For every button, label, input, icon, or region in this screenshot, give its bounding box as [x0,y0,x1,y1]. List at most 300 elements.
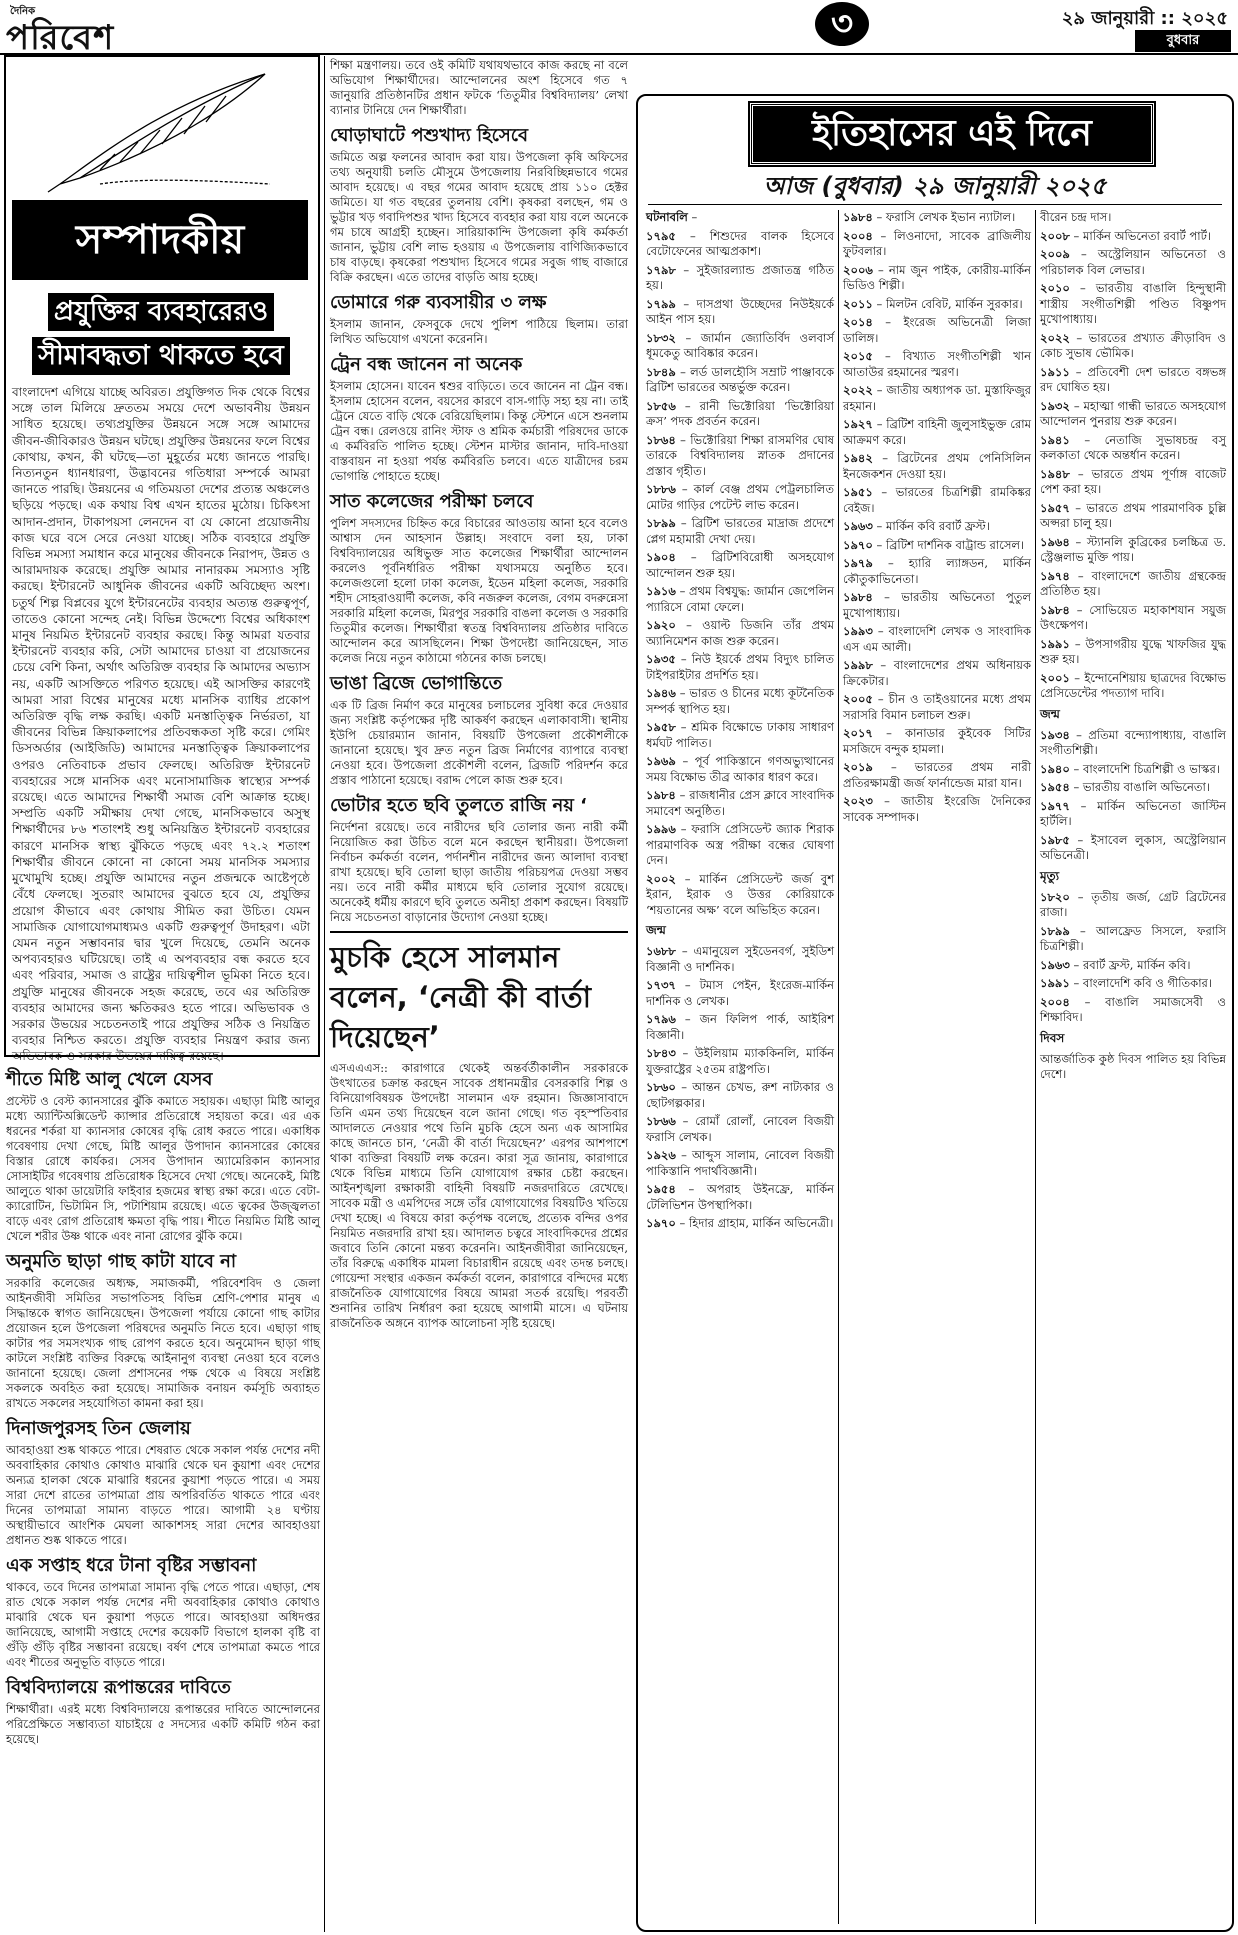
history-separator: – [872,210,886,224]
history-text: বাঙালি সমাজসেবী ও শিক্ষাবিদ। [1040,994,1226,1024]
history-separator: – [675,516,692,530]
history-entry [843,451,1031,482]
history-year: ১৯৬৯ [646,754,676,768]
history-text: অস্ট্রেলিয়ান অভিনেতা ও পরিচালক বিল লেভার। [1040,247,1226,277]
history-separator: – [1069,957,1083,972]
history-entry [1040,995,1226,1026]
history-separator: – [1069,889,1092,904]
editorial-headline-line2: সীমাবদ্ধতা থাকতে হবে [32,337,289,375]
history-text: অপরাহ উইনফ্রে, মার্কিন টেলিভিশন উপস্থাপিকা। [646,1182,834,1212]
history-separator: – [675,944,694,958]
history-entry [1040,799,1226,830]
history-entry [843,760,1031,791]
history-text: শ্রমিক বিক্ষোভে ঢাকায় সাধারণ ধর্মঘট পালিত। [646,720,835,750]
history-separator: – [872,349,903,363]
history-entry [646,686,834,717]
history-separator: – [675,788,690,802]
history-text: ভারতে প্রথম পূর্ণাঙ্গ বাজেট পেশ করা হয়। [1040,466,1227,496]
history-separator: – [675,1046,695,1060]
history-separator: – [675,228,710,243]
history-entry [843,417,1031,448]
history-text: ভারত ও চীনের মধ্যে কূটনৈতিক সম্পর্ক স্থাপিত হয়। [646,686,835,716]
history-separator: – [872,262,889,277]
history-text: ইংরেজ অভিনেত্রী লিজা ডালিঙ্গ। [843,315,1031,345]
history-entry [1040,467,1226,498]
history-text: উইলিয়াম ম্যাককিনলি, মার্কিন যুক্তরাষ্ট্রের ২৫তম রাষ্ট্রপতি। [646,1046,834,1076]
history-entry [843,556,1031,587]
history-text: উপসাগরীয় যুদ্ধে খাফজির যুদ্ধ শুরু হয়। [1040,636,1227,666]
history-separator: – [872,383,887,397]
history-text: নিউ ইয়র্কে প্রথম বিদ্যুৎ চালিত টাইপরাইটার প্রদর্শিত হয়। [646,652,834,682]
history-entry [646,618,834,649]
history-entry [1040,671,1226,702]
history-year: ২০০১ [1040,670,1070,685]
article-headline: ট্রেন বন্ধ জানেন না অনেক [330,354,523,375]
history-text: বাংলাদেশের প্রথম অধিনায়ক ক্রিকেটার। [843,658,1031,688]
history-separator: – [675,652,692,666]
history-year: ১৮৯৯ [1040,923,1070,938]
history-entry [843,210,1031,226]
history-separator: – [1069,228,1083,243]
history-text: লিওনাদো, সাবেক ব্রাজিলীয় ফুটবলার। [843,228,1031,258]
history-entry [843,726,1031,757]
history-text: ব্রিটেনের প্রথম পেনিসিলিন ইনজেকশন দেওয়া হয়। [843,451,1031,481]
history-separator: – [1069,534,1087,549]
history-year: ২০১৫ [843,349,873,363]
history-separator: – [872,590,902,604]
history-text: ইসাবেল লুকাস, অস্ট্রেলিয়ান অভিনেত্রী। [1040,832,1227,862]
history-year: ১৮২০ [1040,889,1070,904]
history-text: সোভিয়েত মহাকাশযান সয়ুজ উৎক্ষেপণ। [1040,602,1226,632]
history-rule [648,204,1222,205]
history-year: ২০০২ [646,871,676,886]
history-text: কার্ল বেঞ্জ প্রথম পেট্রলচালিত মোটর গাড়ির পেটেন্ট লাভ করেন। [646,482,834,512]
history-text: ভারতীয় বাঙালি হিন্দুস্থানী শাস্ত্রীয় সংগীতশিল্পী পণ্ডিত বিষ্ণুপদ মুখোপাধ্যায়। [1040,281,1226,326]
history-year: ১৯৮৪ [843,590,873,604]
history-entry [1040,603,1226,634]
history-year: ১৮৫৬ [646,398,676,413]
history-year: ১৮৮৬ [646,482,676,496]
history-separator: – [872,624,889,638]
history-entry [646,1148,834,1179]
history-year: ২০১৪ [843,315,873,329]
history-entry [646,1046,834,1077]
history-separator: – [675,1012,700,1026]
history-entry [1040,728,1226,759]
history-entry [843,485,1031,516]
history-entry [843,692,1031,723]
history-text: রানী ভিক্টোরিয়া ‘ভিক্টোরিয়া ক্রস’ পদক প্রবর্তন করেন। [646,398,834,428]
history-text: জন ফিলিপ পার্ক, আইরিশ বিজ্ঞানী। [646,1012,835,1042]
history-year: ১৯২৭ [843,417,873,431]
history-entry [646,433,834,480]
history-separator: – [1069,798,1098,813]
editorial-headline [12,290,310,378]
history-text: দাসপ্রথা উচ্ছেদের নিউইয়র্কে আইন পাস হয়। [646,296,835,326]
history-entry [843,315,1031,346]
history-text: সুইজারল্যান্ড প্রজাতন্ত্র গঠিত হয়। [646,262,834,292]
editorial-column [12,290,310,1064]
history-text: রোমাঁ রোলাঁ, নোবেল বিজয়ী ফরাসি লেখক। [646,1114,835,1144]
history-text: টমাস পেইন, ইংরেজ-মার্কিন দার্শনিক ও লেখক। [646,978,834,1008]
history-entry [1040,433,1226,464]
history-entry [1040,210,1226,226]
history-text: আলফ্রেড সিসলে, ফরাসি চিত্রশিল্পী। [1040,923,1226,953]
history-entry [843,229,1031,260]
article-headline: ডোমারে গরু ব্যবসায়ীর ৩ লক্ষ [330,292,547,313]
article-body: আবহাওয়া শুষ্ক থাকতে পারে। শেষরাত থেকে সকাল পর্যন্ত দেশের নদী অববাহিকার কোথাও কোথাও মাঝারি থেকে ঘন কুয়াশা এবং দেশের অন্যত্র হালকা থেকে মাঝারি ধরনের কুয়াশা পড়তে পারে। এ সময় সারা দেশে রাতের তাপমাত্রা প্রায় অপরিবর্তিত থাকতে পারে এবং দিনের তাপমাত্রা সামান্য বাড়তে পারে। আগামী ২৪ ঘণ্টায় অস্থায়ীভাবে আংশিক মেঘলা আকাশসহ সারা দেশের আবহাওয়া প্রধানত শুষ্ক থাকতে পারে। [6,1443,320,1547]
editorial-body: বাংলাদেশ এগিয়ে যাচ্ছে অবিরত। প্রযুক্তিগত দিক থেকে বিশ্বের সঙ্গে তাল মিলিয়ে দ্রুততম সময়ে দেশে অভাবনীয় উন্নয়ন সাধিত হয়েছে। তথ্যপ্রযুক্তির উন্নয়নে সঙ্গে সঙ্গে আমাদের জীবন-জীবিকারও উন্নয়ন ঘটছে। প্রযুক্তির উন্নয়নের ফলে বিশ্বের কোথায়, কখন, কী ঘটছে—তা মুহূর্তের মধ্যে জানতে পারছি। নিত্যনতুন ধ্যানধারণা, উদ্ভাবনের গতিধারা সম্পর্কে আমরা জানতে পারছি। উন্নয়নের এ গতিময়তা দেশের প্রত্যন্ত অঞ্চলেও ছড়িয়ে পড়ছে। এক কথায় বিশ্ব এখন হাতের মুঠোয়। চিকিৎসা আদান-প্রদান, টাকাপয়সা লেনদেন বা যে কোনো প্রয়োজনীয় কাজ ঘরে বসে সেরে নেওয়া যাচ্ছে। সঠিক ব্যবহারে প্রযুক্তি বিভিন্ন সমস্যা সমাধান করে মানুষের জীবনকে নিরাপদ, উন্নত ও আরামদায়ক করেছে। প্রযুক্তি আমার নানারকম সমস্যাও সৃষ্টি করছে। ইন্টারনেট আধুনিক জীবনের একটি অবিচ্ছেদ্য অংশ। চতুর্থ শিল্প বিপ্লবের যুগে ইন্টারনেটের ব্যবহার অত্যন্ত গুরুত্বপূর্ণ, তাতেও কোনো সন্দেহ নেই। বিভিন্ন উদ্দেশ্যে বিশ্বের অধিকাংশ মানুষ নিয়মিত ইন্টারনেট ব্যবহার করছে। কিন্তু আমরা যতবার ইন্টারনেট ব্যবহার করি, সেটা আমাদের চাওয়া বা প্রয়োজনের চেয়ে বেশি কিনা, অর্থাৎ অতিরিক্ত ব্যবহার কি আমাদের অভ্যাস নয়, একটি আসক্তিতে পরিণত হয়েছে। এই আসক্তির কারণেই আমরা সারা বিশ্বের মানুষের মধ্যে মানসিক ব্যাধির প্রকোপ অতিরিক্ত বৃদ্ধি লক্ষ করছি। একটি মনস্তাত্ত্বিক নির্ভরতা, যা জীবনের বিভিন্ন ক্রিয়াকলাপের প্রতিবন্ধকতা সৃষ্টি করে। গেমিং ডিসঅর্ডার (আইজিডি) আমাদের মনস্তাত্ত্বিক ক্রিয়াকলাপের ওপরও নেতিবাচক প্রভাব ফেলছে। অতিরিক্ত ইন্টারনেট ব্যবহারের সঙ্গে মানসিক এবং মনোসামাজিক স্বাস্থ্যের সম্পর্ক রয়েছে। এতে আমাদের শিক্ষার্থী সমাজ বেশি আক্রান্ত হচ্ছে। সম্প্রতি একটি সমীক্ষায় দেখা গেছে, মানসিকভাবে অসুস্থ শিক্ষার্থীদের ৮৬ শতাংশই শুধু অনিয়ন্ত্রিত ইন্টারনেট ব্যবহারের কারণে মানসিক স্বাস্থ্য ঝুঁকিতে পড়ছে এবং ৭২.২ শতাংশ শিক্ষার্থীর জীবনে কোনো না কোনো সময় মানসিক সমস্যার মুখোমুখি হচ্ছে। প্রযুক্তি আমাদের নতুন প্রজন্মকে আষ্টেপৃষ্ঠে বেঁধে ফেলছে। সুতরাং আমাদের বুঝতে হবে যে, প্রযুক্তির প্রয়োগ কীভাবে এবং কোথায় সীমিত করা উচিত। যেমন সামাজিক যোগাযোগমাধ্যমও একটি গুরুত্বপূর্ণ উদাহরণ। এটা যেমন নতুন সম্ভাবনার দ্বার খুলে দিয়েছে, তেমনি অনেক অপব্যবহারও ঘটিয়েছে। তাই এ অপব্যবহার বন্ধ করতে হবে এবং পরিবার, সমাজ ও রাষ্ট্রের দায়িত্বশীল ভূমিকা নিতে হবে। প্রযুক্তি মানুষের জীবনকে সহজ করেছে, তবে এর অতিরিক্ত ব্যবহার আমাদের জন্য ক্ষতিকরও হতে পারে। অভিভাবক ও সরকার উভয়ের সচেতনতাই পারে প্রযুক্তির সঠিক ও নিয়ন্ত্রিত ব্যবহার নিশ্চিত করতে। প্রযুক্তি ব্যবহার নিয়ন্ত্রণ করার জন্য অভিভাবক ও সরকার উভয়ের দায়িত্ব রয়েছে। [12,385,310,1064]
history-text: ভারতের প্রথম নারী প্রতিরক্ষামন্ত্রী জর্জ ফার্নান্ডেজ মারা যান। [843,760,1031,790]
history-year: ২০০৪ [843,228,873,243]
article-body: পুলিশ সদস্যদের চিহ্নিত করে বিচারের আওতায় আনা হবে বলেও আশ্বাস দেন আহসান উল্লাহ। সংবাদে বলা হয়, ঢাকা বিশ্ববিদ্যালয়ের অধিভুক্ত সাত কলেজের শিক্ষার্থীরা আন্দোলন করলেও পূর্বনির্ধারিত পরীক্ষা যথাসময়ে অনুষ্ঠিত হবে। কলেজগুলো হলো ঢাকা কলেজ, ইডেন মহিলা কলেজ, সরকারি শহীদ সোহরাওয়ার্দী কলেজ, কবি নজরুল কলেজ, বেগম বদরুন্নেসা সরকারি মহিলা কলেজ, মিরপুর সরকারি বাঙলা কলেজ ও সরকারি তিতুমীর কলেজ। শিক্ষার্থীরা স্বতন্ত্র বিশ্ববিদ্যালয় প্রতিষ্ঠার দাবিতে আন্দোলন করে আসছিলেন। শিক্ষা উপদেষ্টা জানিয়েছেন, সাত কলেজ নিয়ে নতুন কাঠামো গঠনের কাজ চলছে। [330,516,628,665]
section-rule [330,931,628,933]
article-body: ইসলাম জানান, ফেসবুকে দেখে পুলিশ পাঠিয়ে ছিলাম। তারা লিখিত অভিযোগ এখনো করেননি। [330,317,628,346]
left-articles [6,1062,320,1932]
history-text: জাতীয় অধ্যাপক ডা. মুস্তাফিজুর রহমান। [843,383,1031,413]
history-year: ২০১৯ [843,760,873,774]
history-separator: – [872,760,915,774]
history-year: ২০০৮ [1040,228,1070,243]
history-entry [1040,229,1226,245]
history-separator: – [872,692,889,706]
history-separator: – [1069,994,1106,1009]
history-text: ভারতীয় বাঙালি অভিনেতা। [1082,780,1210,794]
history-separator: – [675,720,692,734]
history-entry [646,872,834,919]
history-separator: – [872,315,904,329]
history-year: ১৮৬৪ [646,432,676,447]
editorial-headline-line1: প্রযুক্তির ব্যবহারেরও [48,293,274,331]
history-separator: – [1069,466,1092,481]
history-separator: – [675,1148,692,1162]
history-entry [646,1182,834,1213]
history-entry [646,1012,834,1043]
history-entry [646,229,834,260]
history-separator: – [872,417,887,431]
history-divider [838,210,839,1924]
history-year: ২০২৩ [843,794,873,808]
history-text: মহাত্মা গান্ধী ভারতে অসহযোগ আন্দোলন পুনরায় শুরু করেন। [1040,398,1226,428]
masthead-logo [6,4,115,58]
history-text: ওয়াল্ট ডিজনি তাঁর প্রথম অ্যানিমেশন কাজ শুরু করেন। [646,618,834,648]
history-separator: – [872,794,902,808]
history-text: বীরেন চন্দ্র দাস। [1040,210,1112,224]
article-body: শিক্ষা মন্ত্রণালয়। তবে ওই কমিটি যথাযথভাবে কাজ করছে না বলে অভিযোগ শিক্ষার্থীদের। আন্দোলনের অংশ হিসেবে গত ৭ জানুয়ারি প্রতিষ্ঠানটির প্রধান ফটকে ‘তিতুমীর বিশ্ববিদ্যালয়’ লেখা ব্যানার টানিয়ে দেন শিক্ষার্থীরা। [330,58,628,117]
history-separator: – [1069,602,1090,617]
history-entry [646,788,834,819]
deaths-label: মৃত্যু [1040,868,1060,883]
history-column-2 [843,210,1031,1926]
history-text: আন্তন চেখভ, রুশ নাট্যকার ও ছোটগল্পকার। [646,1080,834,1110]
history-year: ১৭৩৭ [646,978,676,992]
history-separator: – [675,482,694,496]
article-headline: ভাঙা ব্রিজে ভোগান্তিতে [330,673,503,694]
history-entry [843,349,1031,380]
history-text: কানাডার কুইবেক সিটির মসজিদে বন্দুক হামলা। [843,726,1031,756]
history-entry [1040,924,1226,955]
history-entry [843,383,1031,414]
history-entry [646,482,834,513]
history-separator: – [1069,330,1089,345]
history-separator: – [675,1182,707,1196]
history-text: জাতীয় ইংরেজি দৈনিকের সাবেক সম্পাদক। [843,794,1031,824]
history-year: ২০১১ [843,296,873,311]
history-year: ১৯৭৯ [843,556,873,570]
history-text: বিখ্যাত সংগীতশিল্পী খান আতাউর রহমানের স্মরণ। [843,349,1031,379]
history-text: শিশুদের বালক হিসেবে বেটোফেনের আত্মপ্রকাশ। [646,228,834,258]
history-text: হ্যারি ল্যাঙ্গডন, মার্কিন কৌতুকাভিনেতা। [843,556,1031,586]
history-text: রাজধানীর প্রেস ক্লাবে সাংবাদিক সমাবেশ অনুষ্ঠিত। [646,788,834,818]
feature-headline: মুচকি হেসে সালমান বলেন, ‘নেত্রী কী বার্তা দিয়েছেন’ [330,940,592,1054]
history-entry [1040,569,1226,600]
history-year: ১৭৯৯ [646,296,676,311]
history-text: মার্কিন অভিনেতা জাস্টিন হার্টলি। [1040,798,1227,828]
history-text: রবার্ট ফ্রস্ট, মার্কিন কবি। [1082,957,1191,972]
history-year: ১৮৩২ [646,330,676,345]
history-separator: – [1069,761,1083,776]
history-column-3 [1040,210,1226,1926]
history-entry [843,538,1031,554]
history-separator: – [1069,281,1096,295]
history-year: ১৯৯১ [1040,976,1070,990]
history-entry [843,590,1031,621]
page-number: ৩ [815,2,869,46]
history-separator: – [675,618,703,632]
history-year: ১৯৭০ [646,1216,676,1230]
history-text: জার্মান জ্যোতির্বিদ ওলবার্স ধূমকেতু আবিষ্কার করেন। [646,330,834,360]
history-entry [1040,501,1226,532]
history-year: ১৯৩৫ [646,652,676,666]
history-entry [646,263,834,294]
history-separator: – [675,1080,693,1094]
history-year: ২০০৯ [1040,247,1070,261]
history-year: ১৮৬০ [646,1080,676,1094]
history-text: প্রতিমা বন্দ্যোপাধ্যায়, বাঙালি সংগীতশিল্পী। [1040,727,1226,757]
article-headline: ঘোড়াঘাটে পশুখাদ্য হিসেবে [330,125,529,146]
history-separator: – [872,519,886,533]
history-year: ১৯৫৪ [1040,780,1070,794]
history-separator: – [1069,247,1098,261]
history-year: ঘটনাবলি [646,210,688,224]
history-separator: – [872,228,894,243]
history-entry [1040,281,1226,328]
history-separator: – [872,451,898,465]
history-separator: – [1069,727,1089,742]
history-year: ১৯৩২ [1040,398,1070,413]
births-label: জন্ম [646,923,666,937]
masthead-name: পরিবেশ [6,18,115,58]
history-year: ১৯৯৬ [646,822,676,836]
issue-weekday: বুধবার [1135,30,1231,52]
feature-body: এসএএএস:: কারাগারে থেকেই অন্তর্বর্তীকালীন সরকারকে উৎখাতের চক্রান্ত করছেন সাবেক প্রধানমন্ত্রীর বেসরকারি শিল্প ও বিনিয়োগবিষয়ক উপদেষ্টা সালমান এফ রহমান। জিজ্ঞাসাবাদে তিনি এমন তথ্য দিয়েছেন বলে জানা গেছে। গত বৃহস্পতিবার আদালতে নেওয়ার পথে তিনি মুচকি হেসে অন্য এক আসামির কাছে জানতে চান, ‘নেত্রী কী বার্তা দিয়েছেন?’ এরপর আশপাশে থাকা ব্যক্তিরা বিষয়টি লক্ষ করেন। কারা সূত্র জানায়, কারাগারে থেকে বিভিন্ন মাধ্যমে তিনি যোগাযোগ রক্ষার চেষ্টা করছেন। আইনশৃঙ্খলা রক্ষাকারী বাহিনী বিষয়টি নজরদারিতে রেখেছে। সাবেক মন্ত্রী ও এমপিদের সঙ্গে তাঁর যোগাযোগের বিষয়টিও খতিয়ে দেখা হচ্ছে। এ বিষয়ে কারা কর্তৃপক্ষ বলেছে, প্রত্যেক বন্দির ওপর নিয়মিত নজরদারি রাখা হয়। আদালত চত্বরে সাংবাদিকদের প্রশ্নের জবাবে তিনি কোনো মন্তব্য করেননি। আইনজীবীরা জানিয়েছেন, তাঁর বিরুদ্ধে একাধিক মামলা বিচারাধীন রয়েছে এবং তদন্ত চলছে। গোয়েন্দা সংস্থার একজন কর্মকর্তা বলেন, কারাগারে বন্দিদের মধ্যে রাজনৈতিক যোগাযোগের বিষয়ে আমরা সতর্ক রয়েছি। পরবর্তী শুনানির তারিখ নির্ধারণ করা হয়েছে আগামী মাসে। এ ঘটনায় রাজনৈতিক অঙ্গনে ব্যাপক আলোচনা সৃষ্টি হয়েছে। [330,1061,628,1330]
article-headline: বিশ্ববিদ্যালয়ে রূপান্তরের দাবিতে [6,1677,231,1698]
history-entry [1040,247,1226,278]
column-divider [324,56,325,1932]
history-year: ১৯৪১ [1040,432,1070,447]
history-entry [646,399,834,430]
holidays-label: দিবস [1040,1030,1065,1045]
article-headline: এক সপ্তাহ ধরে টানা বৃষ্টির সম্ভাবনা [6,1555,257,1576]
history-year: ১৯৫৭ [1040,500,1070,515]
history-separator: – [872,556,909,570]
history-year: ১৯৬৩ [843,519,873,533]
history-text: বাংলাদেশি কবি ও গীতিকার। [1082,976,1212,990]
article-body: জমিতে অল্প ফলনের আবাদ করা যায়। উপজেলা কৃষি অফিসের তথ্য অনুযায়ী চলতি মৌসুমে উপজেলায় নিরবিচ্ছিন্নভাবে গমের আবাদ হয়েছে। এ বছর গমের আবাদ হয়েছে প্রায় ১১০ হেক্টর জমিতে। যা গত বছরের তুলনায় বেশি। কৃষকরা বলছেন, গম ও ভুট্টার খড় গবাদিপশুর খাদ্য হিসেবে ব্যবহার করা যায় বলে অনেকে গম চাষে আগ্রহী হচ্ছেন। সারিয়াকান্দি উপজেলা কৃষি কর্মকর্তা জানান, ভুট্টায় বেশি লাভ হওয়ায় এ উপজেলায় বাণিজ্যিকভাবে চাষ বাড়ছে। কৃষকেরা পশুখাদ্য হিসেবে গমের সবুজ গাছ বাজারে বিক্রি করছেন। এতে তাদের বাড়তি আয় হচ্ছে। [330,150,628,284]
history-year: ১৮৪৯ [646,364,676,379]
editorial-label: সম্পাদকীয় [12,200,308,280]
history-year: ১৯৬৩ [1040,957,1070,972]
history-year: ১৯৪২ [843,451,873,465]
article-body: থাকবে, তবে দিনের তাপমাত্রা সামান্য বৃদ্ধি পেতে পারে। এছাড়া, শেষ রাত থেকে সকাল পর্যন্ত দেশের নদী অববাহিকার কোথাও কোথাও মাঝারি থেকে ঘন কুয়াশা পড়তে পারে। আবহাওয়া অধিদপ্তর জানিয়েছে, আগামী সপ্তাহে দেশের কয়েকটি বিভাগে হালকা বৃষ্টি বা গুঁড়ি গুঁড়ি বৃষ্টির সম্ভাবনা রয়েছে। বর্ষণ শেষে তাপমাত্রা কমতে পারে এবং শীতের অনুভূতি বাড়তে পারে। [6,1580,320,1669]
article-body: প্রস্টেট ও বেস্ট ক্যানসারের ঝুঁকি কমাতে সহায়ক। এছাড়া মিষ্টি আলুর মধ্যে অ্যান্টিঅক্সিডেন্ট ক্যান্সার প্রতিরোধে সহায়তা করে। এর এক ধরনের শর্করা যা ক্যানসার কোষের বৃদ্ধি রোধ করতে পারে। একাধিক গবেষণায় দেখা গেছে, মিষ্টি আলুর উপাদান ক্যানসারের কোষের বিস্তার রোধে কার্যকর। সেসব উপাদান অ্যামেরিকান ক্যানসার সোসাইটির গবেষণায় প্রতিরোধক হিসেবে দেখা গেছে। অনেকেই, মিষ্টি আলুতে থাকা ডায়েটারি ফাইবার হজমের স্বাস্থ্য রক্ষা করে। এতে বেটা-ক্যারোটিন, ভিটামিন সি, পটাশিয়াম রয়েছে। এতে ত্বকের উজ্জ্বলতা বাড়ে এবং রোগ প্রতিরোধ ক্ষমতা বৃদ্ধি পায়। শীতে নিয়মিত মিষ্টি আলু খেলে শরীর উষ্ণ থাকে এবং নানা রোগের ঝুঁকি কমে। [6,1094,320,1243]
article-headline: সাত কলেজের পরীক্ষা চলবে [330,491,534,512]
history-text: মার্কিন অভিনেতা রবার্ট পার্ট। [1082,228,1211,243]
history-text: ভারতের চিত্রশিল্পী রামকিঙ্কর বেইজ। [843,485,1032,515]
history-entry [1040,365,1226,396]
history-entry [646,652,834,683]
history-entry [1040,535,1226,566]
history-year: ১৯৪০ [1040,761,1070,776]
history-entry [843,519,1031,535]
article-body: শিক্ষার্থীরা। এরই মধ্যে বিশ্ববিদ্যালয়ে রূপান্তরের দাবিতে আন্দোলনের পরিপ্রেক্ষিতে সম্ভাব্যতা যাচাইয়ে ৫ সদস্যের একটি কমিটি গঠন করা হয়েছে। [6,1702,320,1746]
article-body: সরকারি কলেজের অধ্যক্ষ, সমাজকর্মী, পরিবেশবিদ ও জেলা আইনজীবী সমিতির সভাপতিসহ বিভিন্ন শ্রেণি-পেশার মানুষ এ সিদ্ধান্তকে স্বাগত জানিয়েছেন। উপজেলা পর্যায়ে কোনো গাছ কাটার প্রয়োজন হলে উপজেলা পরিষদের অনুমতি নিতে হবে। এছাড়া গাছ কাটার পর সমসংখ্যক গাছ রোপণ করতে হবে। অনুমোদন ছাড়া গাছ কাটলে সংশ্লিষ্ট ব্যক্তির বিরুদ্ধে আইনানুগ ব্যবস্থা নেওয়া হবে বলেও জানানো হয়েছে। জেলা প্রশাসনের পক্ষ থেকে এ বিষয়ে সংশ্লিষ্ট সকলকে অবহিত করা হয়েছে। সামাজিক বনায়ন কর্মসূচি অব্যাহত রাখতে সকলের সহযোগিতা কামনা করা হয়। [6,1276,320,1410]
history-separator: – [675,754,695,768]
history-column-1 [646,210,834,1926]
history-year: ১৯৮৪ [843,210,873,224]
article-body: নির্দেশনা রয়েছে। তবে নারীদের ছবি তোলার জন্য নারী কর্মী নিয়োজিত করা উচিত বলে মনে করছেন স্থানীয়রা। উপজেলা নির্বাচন কর্মকর্তা বলেন, পর্দানশীন নারীদের জন্য আলাদা ব্যবস্থা রাখা হয়েছে। ছবি তোলা ছাড়া জাতীয় পরিচয়পত্র দেওয়া সম্ভব নয়। তবে নারী কর্মীর মাধ্যমে ছবি তোলার সুযোগ রয়েছে। অনেকেই ধর্মীয় কারণে ছবি তুলতে অনীহা প্রকাশ করছেন। বিষয়টি নিয়ে সচেতনতা বাড়ানোর উদ্যোগ নেওয়া হচ্ছে। [330,820,628,924]
history-separator: – [1069,432,1105,447]
history-entry [646,822,834,869]
history-text: ব্রিটিশবিরোধী অসহযোগ আন্দোলন শুরু হয়। [646,550,834,580]
history-text: লর্ড ডালহৌসি সম্রাট পাঞ্জাবকে ব্রিটিশ ভারতের অন্তর্ভুক্ত করেন। [646,364,835,394]
article-headline: দিনাজপুরসহ তিন জেলায় [6,1418,191,1439]
history-separator: – [872,537,886,552]
history-text: ব্রিটিশ বাহিনী জুলুসাইভুক্ত রোম আক্রমণ করে। [843,417,1032,447]
issue-date: ২৯ জানুয়ারী :: ২০২৫ [1061,8,1228,29]
history-year: ১৯৮৪ [646,788,676,802]
history-year: ১৯৫৮ [646,720,676,734]
history-separator: – [675,296,697,311]
history-text: মিলটন বেবিট, মার্কিন সুরকার। [885,296,1023,311]
article-headline: ভোটার হতে ছবি তুলতে রাজি নয় ‘ [330,795,587,816]
history-separator: – [675,871,700,886]
history-separator: – [1069,670,1085,685]
history-entry [1040,762,1226,778]
history-text: আন্তর্জাতিক কুষ্ঠ দিবস পালিত হয় বিভিন্ন দেশে। [1040,1051,1226,1081]
history-text: বাংলাদেশে জাতীয় গ্রন্থকেন্দ্র প্রতিষ্ঠিত হয়। [1040,568,1226,598]
history-text: বাংলাদেশি চিত্রশিল্পী ও ভাস্কর। [1082,761,1220,776]
history-separator: – [1069,364,1088,379]
history-year: ২০০৪ [1040,994,1070,1009]
history-separator: – [1069,780,1083,794]
history-entry [1040,976,1226,992]
history-separator: – [675,398,700,413]
history-separator: – [687,210,698,224]
history-entry [1040,890,1226,921]
history-separator: – [872,726,906,740]
history-text: চীন ও তাইওয়ানের মধ্যে প্রথম সরাসরি বিমান চলাচল শুরু। [843,692,1032,722]
history-year: ১৯৫৪ [646,1182,676,1196]
history-text: প্রতিবেশী দেশ ভারতে বঙ্গভঙ্গ রদ ঘোষিত হয়। [1040,364,1226,394]
history-entry [646,584,834,615]
history-year: ১৯১৬ [646,584,676,598]
history-entry [646,365,834,396]
history-separator: – [675,978,700,992]
history-entry [646,754,834,785]
history-year: ২০১০ [1040,281,1070,295]
history-entry [646,331,834,362]
history-year: ১৮৪৩ [646,1046,676,1060]
history-separator: – [872,485,896,499]
quill-pen-icon [40,66,280,194]
article-body: এক টি ব্রিজ নির্মাণ করে মানুষের চলাচলের সুবিধা করে দেওয়ার জন্য সংশ্লিষ্ট কর্তৃপক্ষের দৃষ্টি আকর্ষণ করছেন এলাকাবাসী। স্থানীয় ইউপি চেয়ারম্যান জানান, বিষয়টি উপজেলা প্রকৌশলীকে জানানো হয়েছে। খুব দ্রুত নতুন ব্রিজ নির্মাণের ব্যাপারে ব্যবস্থা নেওয়া হবে। উপজেলা প্রকৌশলী বলেন, ব্রিজটি পরিদর্শন করে প্রস্তাব পাঠানো হয়েছে। বরাদ্দ পেলে কাজ শুরু হবে। [330,698,628,787]
history-separator: – [675,364,691,379]
history-entry [1040,637,1226,668]
history-entry [646,297,834,328]
article-headline: অনুমতি ছাড়া গাছ কাটা যাবে না [6,1251,237,1272]
history-year: ১৯৯৩ [843,624,873,638]
history-text: মার্কিন কবি রবার্ট ফ্রস্ট। [885,519,990,533]
middle-articles [330,58,628,1932]
history-separator: – [675,330,701,345]
history-entry [843,794,1031,825]
history-text: স্ট্যানলি কুব্রিকের চলচ্চিত্র ড. স্ট্রেঞ্জলাভ মুক্তি পায়। [1040,534,1227,564]
history-text: নাম জুন পাইক, কোরীয়-মার্কিন ভিডিও শিল্পী। [843,262,1032,292]
history-year: ১৭৯৬ [646,1012,676,1026]
history-year: ২০০৬ [843,262,873,277]
history-entry [843,624,1031,655]
history-entry [843,658,1031,689]
births-label: জন্ম [1040,706,1060,721]
history-text: ভিক্টোরিয়া শিক্ষা রাসমণির ঘোষ তারকে বিশ্ববিদ্যালয় স্নাতক প্রদানের প্রস্তাব গৃহীত। [646,432,834,478]
history-entry [646,1114,834,1145]
history-text: হিদার গ্রাহাম, মার্কিন অভিনেত্রী। [688,1216,834,1230]
history-year: ১৮৯৯ [646,516,676,530]
history-year: ১৯৬৪ [1040,534,1070,549]
history-entry [1040,958,1226,974]
history-separator: – [675,432,691,447]
history-year: ১৯৭৪ [1040,568,1070,583]
history-separator: – [675,584,690,598]
history-entry [1040,399,1226,430]
history-text: ভারতীয় অভিনেতা পুতুল মুখোপাধ্যায়। [843,590,1031,620]
history-year: ১৯৮৪ [1040,602,1070,617]
history-entry [646,978,834,1009]
history-year: ১৯৪৮ [1040,466,1070,481]
history-entry [646,1216,834,1232]
history-text: আব্দুস সালাম, নোবেল বিজয়ী পাকিস্তানি পদার্থবিজ্ঞানী। [646,1148,834,1178]
history-year: ১৮৬৬ [646,1114,676,1128]
history-text: ইন্দোনেশিয়ায় ছাত্রদের বিক্ষোভ প্রেসিডেন্টের পদত্যাগ দাবি। [1040,670,1226,700]
history-entry [1040,331,1226,362]
history-separator: – [675,550,712,564]
article-body: ইসলাম হোসেন। যাবেন শ্বশুর বাড়িতে। তবে জানেন না ট্রেন বন্ধ। ইসলাম হোসেন বলেন, বয়সের কারণে বাস-গাড়ি সহ্য হয় না। তাই ট্রেনে যেতে বাড়ি থেকে বেরিয়েছিলাম। কিন্তু স্টেশনে এসে শুনলাম ট্রেন বন্ধ। রেলওয়ে রানিং স্টাফ ও শ্রমিক কর্মচারী পরিষদের ডাকে এ কর্মবিরতি পালিত হচ্ছে। স্টেশন মাস্টার জানান, দাবি-দাওয়া বাস্তবায়ন না হওয়া পর্যন্ত কর্মবিরতি চলবে। এতে যাত্রীদের চরম ভোগান্তি পোহাতে হচ্ছে। [330,379,628,483]
history-text: নেতাজি সুভাষচন্দ্র বসু কলকাতা থেকে অন্তর্ধান করেন। [1040,432,1226,462]
masthead-tagline: দৈনিক [10,6,36,17]
history-separator: – [1069,500,1087,515]
history-text: ফরাসি প্রেসিডেন্ট জ্যাক শিরাক পারমাণবিক অস্ত্র পরীক্ষা বন্ধের ঘোষণা দেন। [646,822,835,867]
history-divider [1035,210,1036,1924]
history-year: ২০১৭ [843,726,873,740]
history-text: বাংলাদেশি লেখক ও সাংবাদিক এস এম আলী। [843,624,1032,654]
history-separator: – [675,1114,696,1128]
history-entry [646,550,834,581]
history-text: ভারতে প্রথম পারমাণবিক চুল্লি অপ্সরা চালু হয়। [1040,500,1227,530]
history-year: ১৯৫১ [843,485,873,499]
history-separator: – [1069,636,1086,651]
history-separator: – [675,686,690,700]
